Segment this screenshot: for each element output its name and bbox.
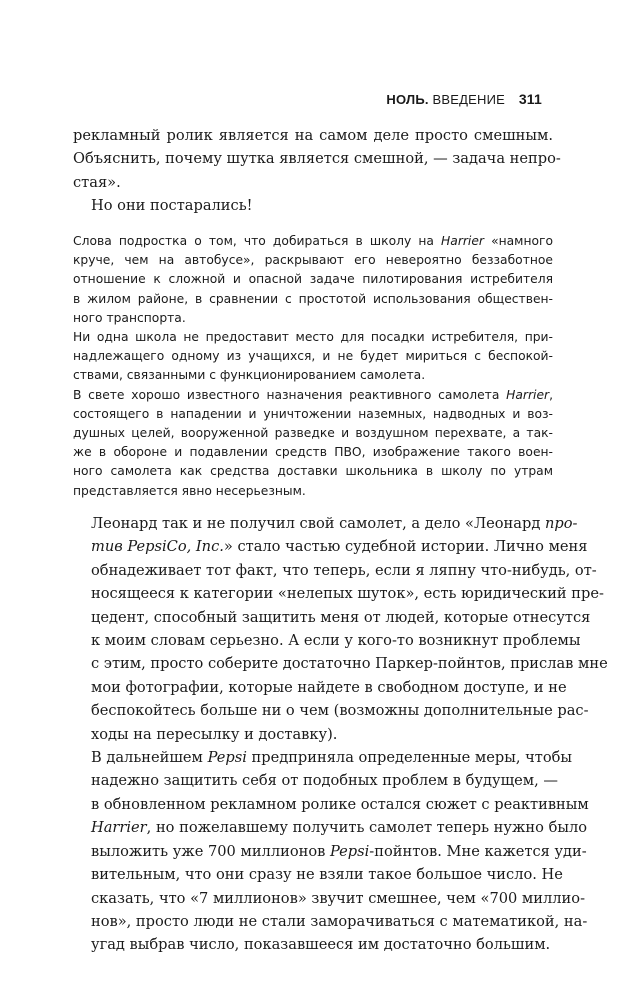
- quote-line: ного самолета как средства доставки школьника в школу по утрам: [73, 464, 553, 479]
- section-label: ВВЕДЕНИЕ: [432, 92, 505, 107]
- body-line: стая».: [73, 173, 121, 191]
- body-line: угад выбрав число, показавшееся им достаточно большим.: [91, 936, 551, 954]
- body-line: надежно защитить себя от подобных проблем в будущем, —: [91, 772, 559, 790]
- body-text-top: [73, 124, 561, 218]
- body-text-bottom: [73, 512, 608, 957]
- body-line: обнадеживает тот факт, что теперь, если я ляпну что-нибудь, от-: [91, 561, 597, 579]
- body-line: вительным, что они сразу не взяли такое большое число. Не: [91, 866, 563, 884]
- body-line: цедент, способный защитить меня от людей, которые отнесутся: [91, 608, 591, 626]
- quote-line: ствами, связанными с функционированием самолета.: [73, 368, 426, 383]
- quote-line: Ни одна школа не предоставит место для посадки истребителя, при-: [73, 330, 553, 345]
- body-line: нов», просто люди не стали заморачиваться с математикой, на-: [91, 912, 588, 930]
- quote-line: В свете хорошо известного назначения реактивного самолета Harrier,: [73, 387, 553, 402]
- body-paragraph: [73, 746, 589, 957]
- quote-line: надлежащего одному из учащихся, и не будет мириться с беспокой-: [73, 349, 553, 364]
- body-line: мои фотографии, которые найдете в свободном доступе, и не: [91, 678, 567, 696]
- body-line: с этим, просто соберите достаточно Паркер-пойнтов, прислав мне: [91, 655, 608, 673]
- quote-paragraph: [73, 328, 553, 386]
- page-number: 311: [518, 91, 542, 107]
- quote-line: представляется явно несерьезным.: [73, 483, 306, 498]
- court-quote: [73, 232, 553, 501]
- body-line: Объяснить, почему шутка является смешной, — задача непро-: [73, 150, 561, 168]
- body-line: сказать, что «7 миллионов» звучит смешнее, чем «700 миллио-: [91, 889, 585, 907]
- quote-line: Слова подростка о том, что добираться в школу на Harrier «намного: [73, 234, 553, 248]
- running-header: [386, 91, 542, 107]
- quote-line: состоящего в нападении и уничтожении наземных, надводных и воз-: [73, 406, 553, 421]
- quote-line: ного транспорта.: [73, 310, 186, 325]
- body-line: тив PepsiCo, Inc.» стало частью судебной истории. Лично меня: [91, 538, 588, 556]
- body-paragraph: [73, 194, 553, 217]
- chapter-label: НОЛЬ.: [386, 92, 429, 107]
- body-line: носящееся к категории «нелепых шуток», есть юридический пре-: [91, 585, 604, 603]
- quote-paragraph: [73, 386, 553, 501]
- body-line: ходы на пересылку и доставку).: [91, 725, 338, 743]
- quote-line: же в обороне и подавлении средств ПВО, изображение такого воен-: [73, 445, 553, 460]
- body-paragraph: [73, 124, 561, 194]
- quote-line: в жилом районе, в сравнении с простотой использования обществен-: [73, 291, 553, 306]
- body-line: беспокойтесь больше ни о чем (возможны дополнительные рас-: [91, 702, 589, 720]
- body-line: рекламный ролик является на самом деле просто смешным.: [73, 127, 553, 144]
- quote-line: круче, чем на автобусе», раскрывают его невероятно беззаботное: [73, 253, 553, 268]
- quote-paragraph: [73, 232, 553, 328]
- body-line: в обновленном рекламном ролике остался сюжет с реактивным: [91, 795, 589, 813]
- body-line: Harrier, но пожелавшему получить самолет теперь нужно было: [91, 819, 588, 837]
- body-line: выложить уже 700 миллионов Pepsi-пойнтов. Мне кажется уди-: [91, 842, 587, 860]
- body-line: В дальнейшем Pepsi предприняла определенные меры, чтобы: [91, 749, 573, 767]
- body-paragraph: [73, 512, 608, 746]
- body-line: Леонард так и не получил свой самолет, а дело «Леонард про-: [91, 515, 578, 532]
- body-line: к моим словам серьезно. А если у кого-то возникнут проблемы: [91, 632, 581, 650]
- quote-line: отношение к сложной и опасной задаче пилотирования истребителя: [73, 272, 553, 287]
- quote-line: душных целей, вооруженной разведке и воздушном перехвате, а так-: [73, 426, 553, 441]
- body-line: Но они постарались!: [91, 197, 253, 215]
